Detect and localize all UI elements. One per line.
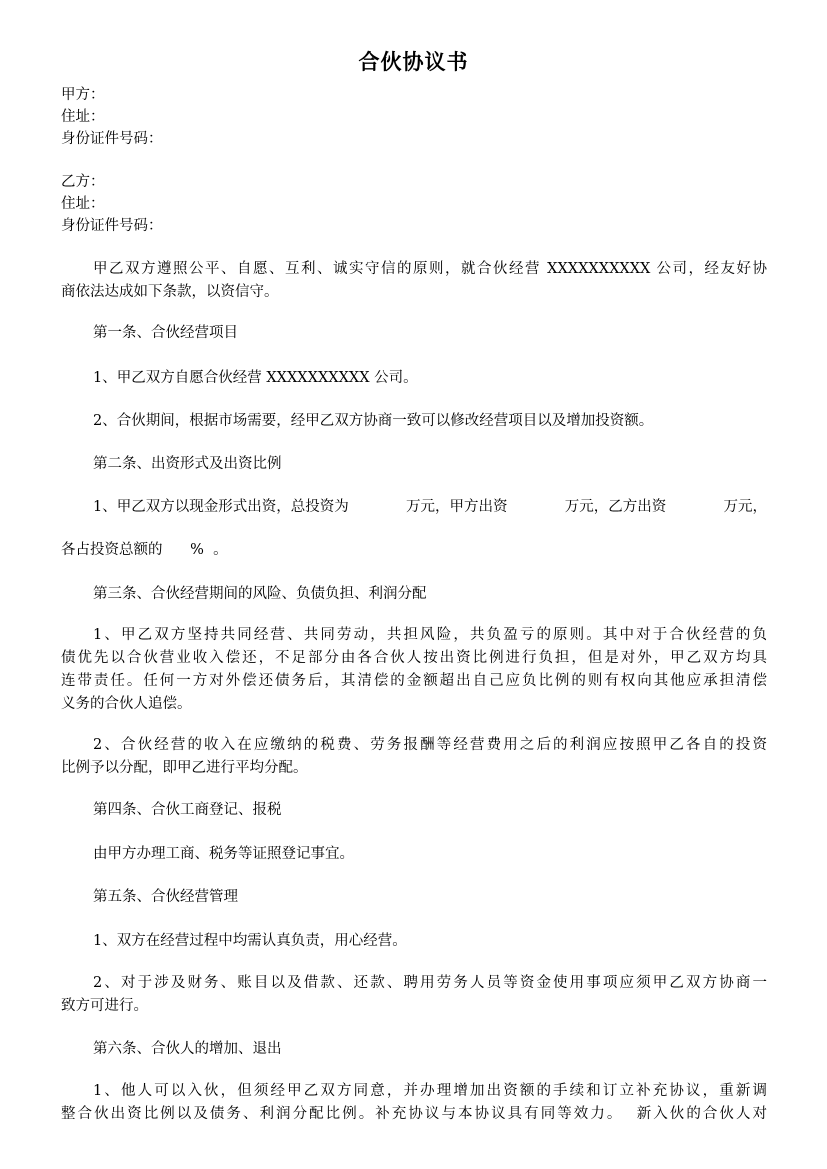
- party-a-address: 住址：: [61, 109, 105, 125]
- article1-item2: 2、合伙期间，根据市场需要，经甲乙双方协商一致可以修改经营项目以及增加投资额。: [93, 413, 654, 429]
- article2-heading: 第二条、出资形式及出资比例: [93, 456, 282, 472]
- article6-heading: 第六条、合伙人的增加、退出: [93, 1041, 282, 1057]
- document-title: 合伙协议书: [358, 50, 469, 74]
- article1-heading: 第一条、合伙经营项目: [93, 325, 238, 341]
- article3-item1: [61, 624, 767, 716]
- article1-item1: 1、甲乙双方自愿合伙经营 XXXXXXXXXX 公司。: [93, 370, 418, 386]
- article5-heading: 第五条、合伙经营管理: [93, 889, 238, 905]
- article5-item2-line: 致方可进行。: [61, 998, 148, 1014]
- article2-item1-line2: 各占投资总额的 % 。: [61, 542, 228, 558]
- article3-item1-line: 债优先以合伙营业收入偿还，不足部分由各合伙人按出资比例进行负担，但是对外，甲乙双方均具: [61, 650, 767, 666]
- article4-text: 由甲方办理工商、税务等证照登记事宜。: [93, 846, 354, 862]
- party-b-id: 身份证件号码：: [61, 218, 163, 234]
- article6-item1-line: 1、他人可以入伙，但须经甲乙双方同意，并办理增加出资额的手续和订立补充协议，重新调: [93, 1083, 767, 1099]
- article3-heading: 第三条、合伙经营期间的风险、负债负担、利润分配: [93, 586, 427, 602]
- article2-item1-part: 万元，甲方出资: [405, 499, 508, 515]
- article5-item1: 1、双方在经营过程中均需认真负责，用心经营。: [93, 933, 407, 949]
- article2-item1-part: 万元，: [723, 499, 767, 515]
- article3-item1-line: 义务的合伙人追偿。: [61, 696, 192, 712]
- article3-item2-line: 2、合伙经营的收入在应缴纳的税费、劳务报酬等经营费用之后的利润应按照甲乙各自的投资: [93, 737, 767, 753]
- intro-line: 甲乙双方遵照公平、自愿、互利、诚实守信的原则，就合伙经营 XXXXXXXXXX 公司，经友好协: [93, 261, 767, 277]
- party-a-id: 身份证件号码：: [61, 131, 163, 147]
- intro-paragraph: [61, 258, 767, 304]
- article2-item1-part: 1、甲乙双方以现金形式出资，总投资为: [93, 499, 349, 515]
- party-a-label: 甲方：: [61, 87, 105, 103]
- article5-item2-line: 2、对于涉及财务、账目以及借款、还款、聘用劳务人员等资金使用事项应须甲乙双方协商一: [93, 975, 767, 991]
- article3-item2: [61, 734, 767, 780]
- article2-item1: [93, 497, 767, 517]
- article6-item1: [61, 1080, 767, 1126]
- article4-heading: 第四条、合伙工商登记、报税: [93, 802, 282, 818]
- article3-item2-line: 比例予以分配，即甲乙进行平均分配。: [61, 760, 308, 776]
- party-b-label: 乙方：: [61, 174, 105, 190]
- article3-item1-line: 连带责任。任何一方对外偿还债务后，其清偿的金额超出自己应负比例的则有权向其他应承担清偿: [61, 673, 767, 689]
- article2-item1-part: 万元，乙方出资: [564, 499, 667, 515]
- intro-line: 商依法达成如下条款，以资信守。: [61, 284, 279, 300]
- article3-item1-line: 1、甲乙双方坚持共同经营、共同劳动，共担风险，共负盈亏的原则。其中对于合伙经营的负: [93, 627, 767, 643]
- article6-item1-line: 整合伙出资比例以及债务、利润分配比例。补充协议与本协议具有同等效力。 新入伙的合伙人对: [61, 1106, 767, 1122]
- party-b-address: 住址：: [61, 196, 105, 212]
- article5-item2: [61, 972, 767, 1018]
